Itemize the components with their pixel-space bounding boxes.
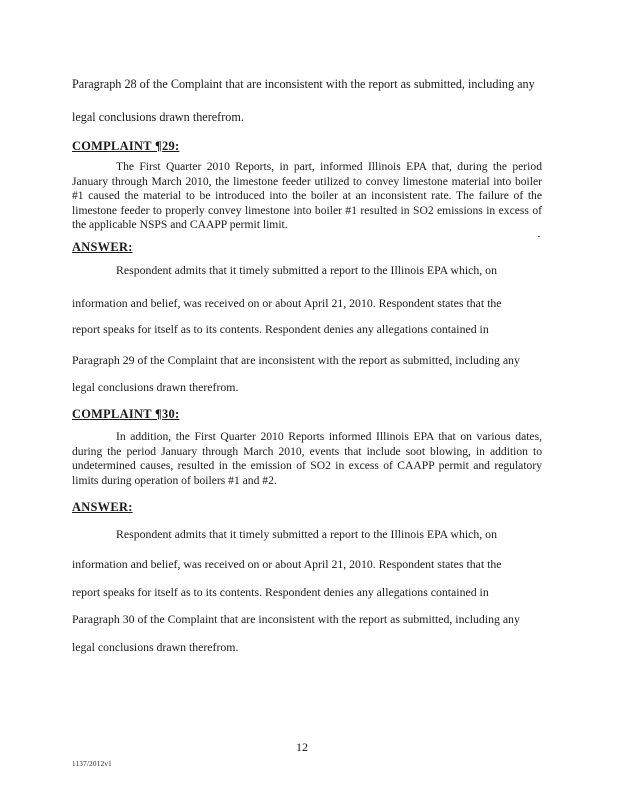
answer-29-line-5: legal conclusions drawn therefrom. bbox=[72, 380, 239, 394]
complaint-29-heading: COMPLAINT ¶29: bbox=[72, 139, 180, 153]
answer-29-line-1: Respondent admits that it timely submitted a report to the Illinois EPA which, on bbox=[116, 263, 497, 277]
answer-30-line-4: Paragraph 30 of the Complaint that are inconsistent with the report as submitted, including any bbox=[72, 612, 520, 626]
complaint-30-body: In addition, the First Quarter 2010 Reports informed Illinois EPA that on various dates, during the period January through March 2010, events that include soot blowing, in addition to undetermined causes, resulted in the emission of SO2 in excess of CAAPP permit and regulatory limits during operation of boilers #1 and #2. bbox=[72, 430, 542, 487]
answer-30-line-2: information and belief, was received on or about April 21, 2010. Respondent states that the bbox=[72, 557, 502, 571]
continued-paragraph-line-1: Paragraph 28 of the Complaint that are inconsistent with the report as submitted, including any bbox=[72, 77, 535, 91]
complaint-29-body: The First Quarter 2010 Reports, in part, informed Illinois EPA that, during the period January through March 2010, the limestone feeder utilized to convey limestone material into boiler #1 caused the material to be introduced into the boiler at an inconsistent rate. The failure of the limestone feeder to properly convey limestone into boiler #1 resulted in SO2 emissions in excess of the applicable NSPS and CAAPP permit limit. bbox=[72, 160, 542, 232]
document-id: 1137/2012v1 bbox=[72, 760, 112, 768]
answer-30-line-3: report speaks for itself as to its contents. Respondent denies any allegations contained in bbox=[72, 585, 489, 599]
answer-29-line-4: Paragraph 29 of the Complaint that are inconsistent with the report as submitted, including any bbox=[72, 353, 520, 367]
page-number: 12 bbox=[296, 740, 308, 754]
answer-30-line-1: Respondent admits that it timely submitted a report to the Illinois EPA which, on bbox=[116, 527, 497, 541]
answer-30-heading: ANSWER: bbox=[72, 500, 133, 514]
answer-29-heading: ANSWER: bbox=[72, 240, 133, 254]
continued-paragraph-line-2: legal conclusions drawn therefrom. bbox=[72, 110, 244, 124]
answer-29-line-2: information and belief, was received on or about April 21, 2010. Respondent states that the bbox=[72, 296, 502, 310]
complaint-30-heading: COMPLAINT ¶30: bbox=[72, 407, 180, 421]
answer-30-line-5: legal conclusions drawn therefrom. bbox=[72, 640, 239, 654]
answer-29-line-3: report speaks for itself as to its contents. Respondent denies any allegations contained in bbox=[72, 322, 489, 336]
stray-mark bbox=[538, 236, 540, 237]
